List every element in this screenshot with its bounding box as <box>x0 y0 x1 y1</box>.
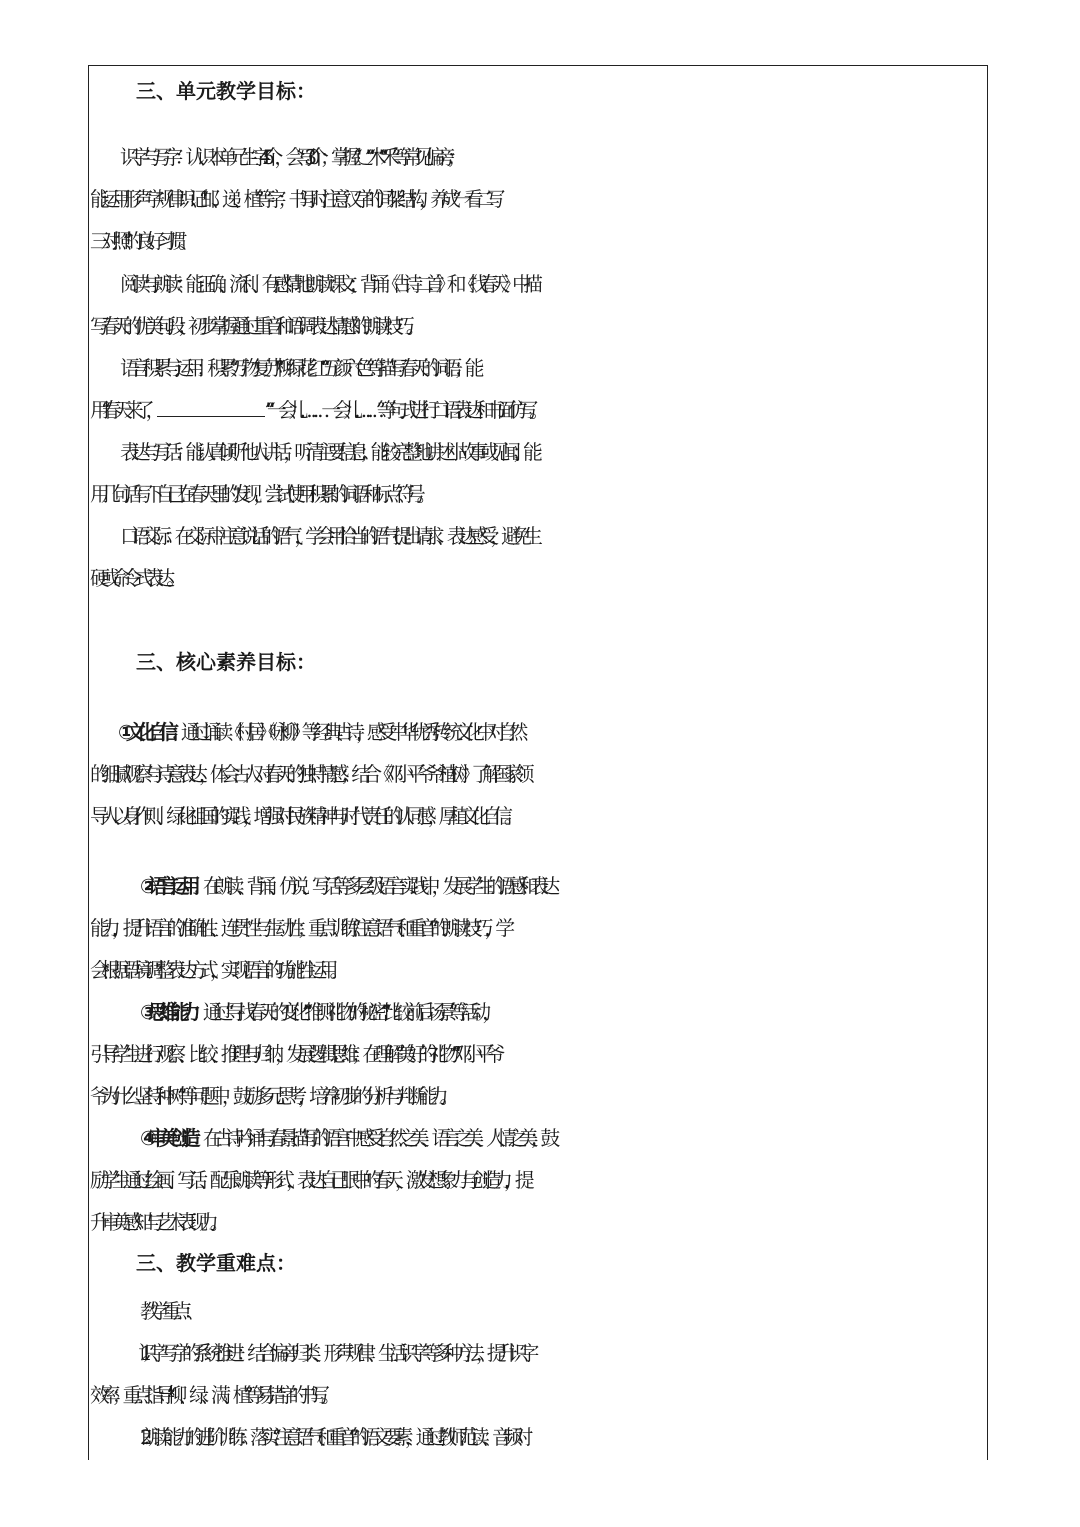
thinking-goal: ③思维能力：通过“寻找春天的变化”“推测礼物的秘密”“比较前后场景”等活动， 引导学生进行观察、比较、推理与归纳，发展逻辑思维；在理解“美好的礼物”“邓小平爷 爷为什么坚持种树”等问题中，鼓励多元思考，培养初步的分析与判断能力。 <box>90 1000 497 1108</box>
culture-goal: ①文化自信：通过诵读《村居》《咏柳》等经典古诗，感受中华优秀传统文化中对自然 的细腻观察与诗意表达，体会古人对春天的独特情感；结合《邓小平爷爷植树》了解国家领 导人以身作则、绿化祖国的实践，增强对民族精神与时代责任的认同感，厚植文化自信。 <box>90 720 526 828</box>
fill-in-blank <box>157 401 265 417</box>
key-point-1: 1. 识字写字的系统推进：结合偏旁归类、形声规律、生活识字等多种方法，提升识字 效率；重点指导“柳、绿、满、植”等易错字的书写。 <box>90 1342 531 1407</box>
key-point-2: 2.朗读能力的进阶训练：落实“注意语气和重音”的语文要素，通过教师范读、音频对 <box>140 1426 525 1449</box>
core-goals-heading: 三、核心素养目标： <box>136 650 316 674</box>
literacy-goal: 识字与写字：认识本单元生字 45 个，会写 30 个；掌握“辶”“木”“禾”等常见偏旁； 能运用形声字规律识记“邮、递、植”等字；书写时注意汉字的间架结构，养成“一看二写 三对照”的良好习惯。 <box>90 146 497 253</box>
key-points-heading: 三、教学重难点： <box>136 1251 296 1275</box>
reading-goal: 阅读与朗读：能正确、流利、有感情地朗读课文；背诵《古诗二首》和《找春天》中描 写春天的优美句段；初步掌握通过重音和语调表达情感的朗读技巧。 <box>90 273 534 338</box>
oral-goal: 口语交际：在交际中注意说话的语气，学会用恰当的语气提出请求、表达感受，避免生 硬或命令式表达。 <box>90 525 534 590</box>
aesthetic-goal: ④审美创造：在古诗吟诵与春景描写的语言中感受自然之美、语言之美、人情之美；鼓 励学生通过绘画、写话、配乐朗读等形式，表达自己眼中的春天，激发想象力与创造力，提 升审美感知与艺术表现力。 <box>90 1126 552 1234</box>
key-points-subheading: 教学重点： <box>140 1300 195 1323</box>
language-goal: 语言积累与运用：积累“万物复苏”“柳绿花红”“五颜六色”等描写春天的词语；能 用“春天来了， ”“一会儿……一会儿……”等句式进行口语表达和书面仿写。 <box>90 357 541 422</box>
expression-goal: 表达与写话：能认真倾听他人讲话，听清主要信息；能较完整地讲述小故事或见闻；能 用几句话写下自己在春天里的发现，尝试使用积累的词语和标点符号。 <box>90 441 534 506</box>
unit-goals-heading: 三、单元教学目标： <box>136 79 316 103</box>
language-use-goal: ②语言运用：在朗读、背诵、仿说、写话等多层级语言实践中，发展学生的语感和表达 能力，提升语言的准确性、连贯性与生动性；重点训练“注意语气和重音”的朗读技巧，学 会根据语境调整表达方式，实现语言的功能性运用。 <box>90 874 552 982</box>
